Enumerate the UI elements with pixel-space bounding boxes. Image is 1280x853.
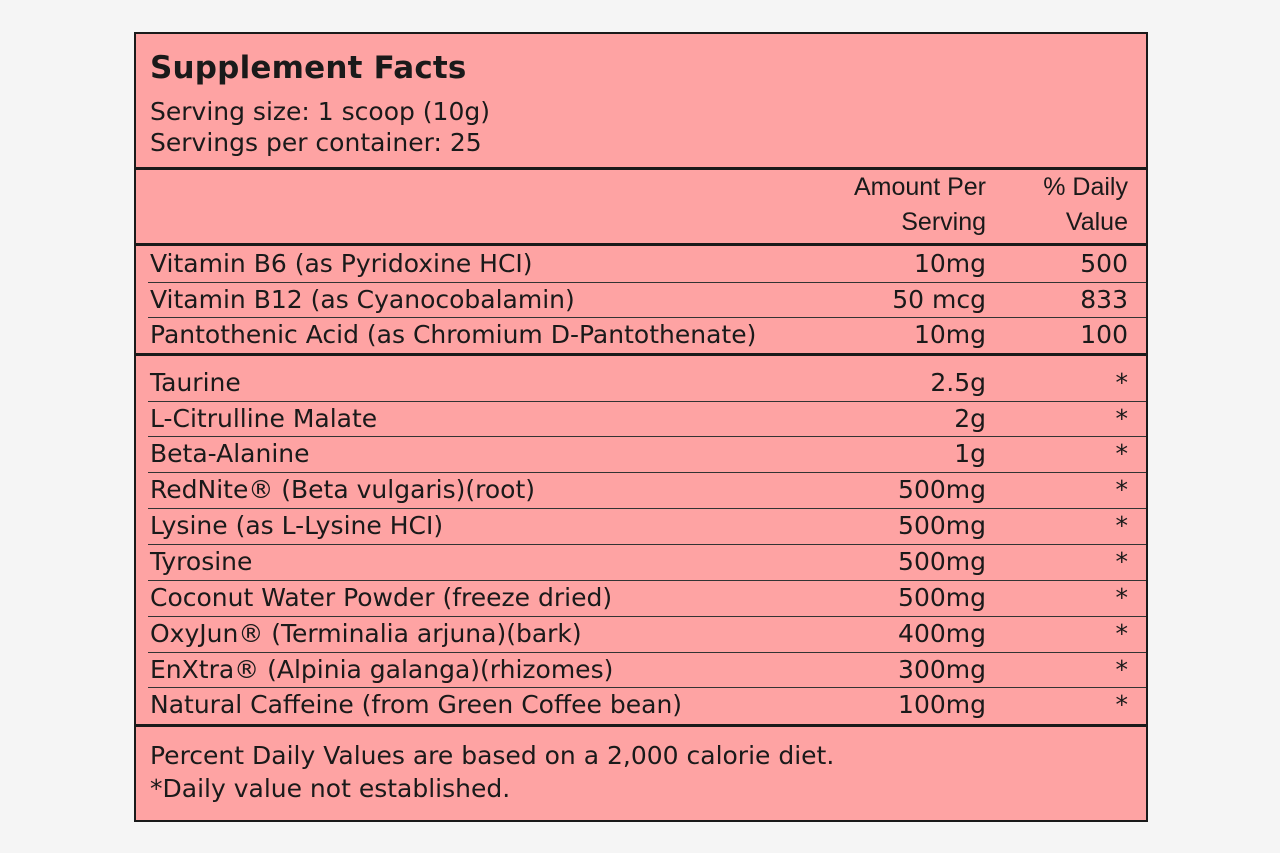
table-row	[136, 472, 1146, 508]
supplement-facts-panel	[134, 32, 1148, 822]
nutrient-name: Vitamin B6 (as Pyridoxine HCI)	[150, 249, 533, 278]
servings-per-container: Servings per container: 25	[150, 128, 482, 157]
ingredient-daily-value: *	[1115, 404, 1128, 433]
ingredient-name: Natural Caffeine (from Green Coffee bean)	[150, 690, 683, 719]
table-row	[136, 436, 1146, 472]
nutrient-name: Vitamin B12 (as Cyanocobalamin)	[150, 285, 575, 314]
ingredient-amount: 500mg	[898, 475, 986, 504]
column-header-dv-line1: % Daily	[1043, 173, 1128, 201]
ingredient-amount: 100mg	[898, 690, 986, 719]
nutrient-daily-value: 100	[1080, 320, 1128, 349]
ingredient-daily-value: *	[1115, 547, 1128, 576]
column-header-amount	[854, 170, 986, 240]
ingredient-amount: 500mg	[898, 583, 986, 612]
table-row	[136, 317, 1146, 353]
nutrient-amount: 10mg	[913, 320, 986, 349]
label-header	[136, 34, 1146, 167]
column-header-daily-value	[1043, 170, 1128, 240]
table-row	[136, 652, 1146, 688]
ingredient-daily-value: *	[1115, 439, 1128, 468]
ingredient-name: Coconut Water Powder (freeze dried)	[150, 583, 613, 612]
ingredient-name: Taurine	[150, 368, 241, 397]
ingredient-name: EnXtra® (Alpinia galanga)(rhizomes)	[150, 655, 614, 684]
ingredient-amount: 300mg	[898, 655, 986, 684]
table-row	[136, 401, 1146, 437]
ingredient-name: RedNite® (Beta vulgaris)(root)	[150, 475, 536, 504]
ingredient-daily-value: *	[1115, 690, 1128, 719]
column-header-amount-line2: Serving	[901, 208, 986, 236]
ingredient-amount: 1g	[954, 439, 986, 468]
ingredient-daily-value: *	[1115, 475, 1128, 504]
header-divider	[136, 167, 1146, 170]
ingredient-daily-value: *	[1115, 655, 1128, 684]
table-row	[136, 544, 1146, 580]
ingredient-name: Lysine (as L-Lysine HCI)	[150, 511, 444, 540]
nutrient-daily-value: 833	[1080, 285, 1128, 314]
vitamins-divider	[136, 353, 1146, 356]
table-row	[136, 687, 1146, 723]
table-row	[136, 580, 1146, 616]
table-row	[136, 282, 1146, 318]
ingredient-daily-value: *	[1115, 368, 1128, 397]
nutrient-name: Pantothenic Acid (as Chromium D-Pantothenate)	[150, 320, 757, 349]
column-header-amount-line1: Amount Per	[853, 173, 986, 201]
ingredient-amount: 400mg	[898, 619, 986, 648]
ingredient-name: Beta-Alanine	[150, 439, 310, 468]
ingredient-daily-value: *	[1115, 583, 1128, 612]
label-title: Supplement Facts	[150, 50, 467, 86]
serving-size: Serving size: 1 scoop (10g)	[150, 97, 490, 126]
nutrient-amount: 10mg	[913, 249, 986, 278]
ingredient-name: Tyrosine	[150, 547, 253, 576]
ingredient-daily-value: *	[1115, 511, 1128, 540]
column-header-dv-line2: Value	[1065, 208, 1128, 236]
ingredient-amount: 2.5g	[930, 368, 986, 397]
ingredients-divider	[136, 724, 1146, 727]
table-row	[136, 246, 1146, 282]
table-row	[136, 616, 1146, 652]
ingredient-name: L-Citrulline Malate	[150, 404, 378, 433]
ingredient-amount: 500mg	[898, 547, 986, 576]
ingredient-amount: 2g	[954, 404, 986, 433]
footnote-daily-values: Percent Daily Values are based on a 2,000 calorie diet.	[150, 741, 835, 770]
nutrient-daily-value: 500	[1080, 249, 1128, 278]
footnote-not-established: *Daily value not established.	[150, 774, 511, 803]
table-row	[136, 365, 1146, 401]
ingredient-daily-value: *	[1115, 619, 1128, 648]
nutrient-amount: 50 mcg	[892, 285, 986, 314]
ingredient-name: OxyJun® (Terminalia arjuna)(bark)	[150, 619, 582, 648]
table-row	[136, 508, 1146, 544]
ingredient-amount: 500mg	[898, 511, 986, 540]
